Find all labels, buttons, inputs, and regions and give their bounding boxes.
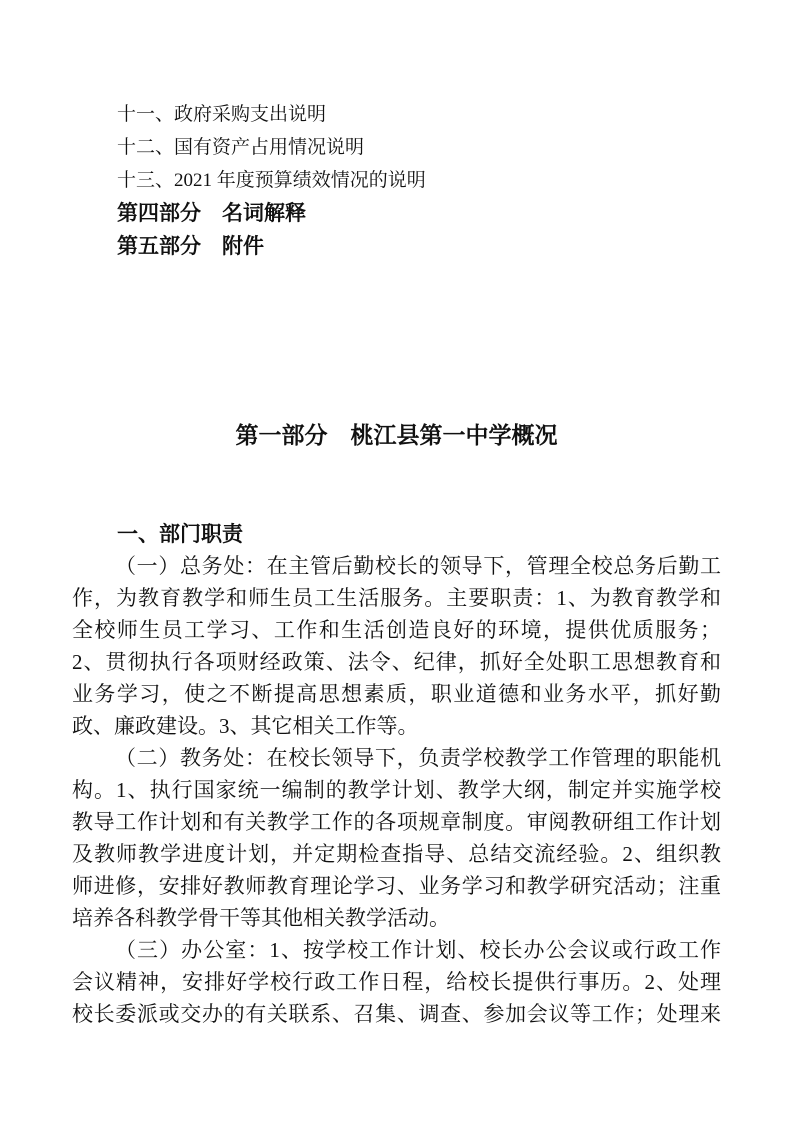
paragraph-line: 及教师教学进度计划，并定期检查指导、总结交流经验。2、组织教: [72, 842, 721, 866]
paragraph-line: 业务学习，使之不断提高思想素质，职业道德和业务水平，抓好勤: [72, 682, 721, 706]
toc-item-11: 十一、政府采购支出说明: [117, 104, 327, 125]
toc-item-13: 十三、2021 年度预算绩效情况的说明: [117, 170, 426, 191]
paragraph-office: [72, 934, 721, 1030]
paragraph-general-affairs: [72, 550, 721, 742]
part-title: 第一部分 桃江县第一中学概况: [235, 423, 558, 448]
paragraph-line: 教导工作计划和有关教学工作的各项规章制度。审阅教研组工作计划: [72, 810, 721, 834]
paragraph-academic-affairs: [72, 742, 721, 934]
toc-part-4-heading: 第四部分 名词解释: [117, 201, 306, 225]
paragraph-line: 师进修，安排好教师教育理论学习、业务学习和教学研究活动；注重: [72, 874, 721, 898]
document-body: [72, 518, 721, 1030]
table-of-contents: [72, 98, 721, 263]
paragraph-line: 全校师生员工学习、工作和生活创造良好的环境，提供优质服务；: [72, 618, 721, 642]
paragraph-line: （二）教务处：在校长领导下，负责学校教学工作管理的职能机: [115, 746, 721, 770]
paragraph-line: 培养各科教学骨干等其他相关教学活动。: [72, 906, 450, 930]
paragraph-line: 会议精神，安排好学校行政工作日程，给校长提供行事历。2、处理: [72, 970, 721, 994]
paragraph-line: （三）办公室：1、按学校工作计划、校长办公会议或行政工作: [115, 938, 721, 962]
toc-part-5-heading: 第五部分 附件: [117, 234, 264, 258]
paragraph-line: 政、廉政建设。3、其它相关工作等。: [72, 714, 419, 738]
paragraph-line: 2、贯彻执行各项财经政策、法令、纪律，抓好全处职工思想教育和: [72, 650, 721, 674]
section-heading: 一、部门职责: [117, 522, 243, 546]
paragraph-line: 作，为教育教学和师生员工生活服务。主要职责：1、为教育教学和: [72, 586, 721, 610]
paragraph-line: 校长委派或交办的有关联系、召集、调查、参加会议等工作；处理来: [72, 1002, 721, 1026]
toc-item-12: 十二、国有资产占用情况说明: [117, 137, 365, 158]
paragraph-line: （一）总务处：在主管后勤校长的领导下，管理全校总务后勤工: [115, 554, 721, 578]
paragraph-line: 构。1、执行国家统一编制的教学计划、教学大纲，制定并实施学校: [72, 778, 721, 802]
